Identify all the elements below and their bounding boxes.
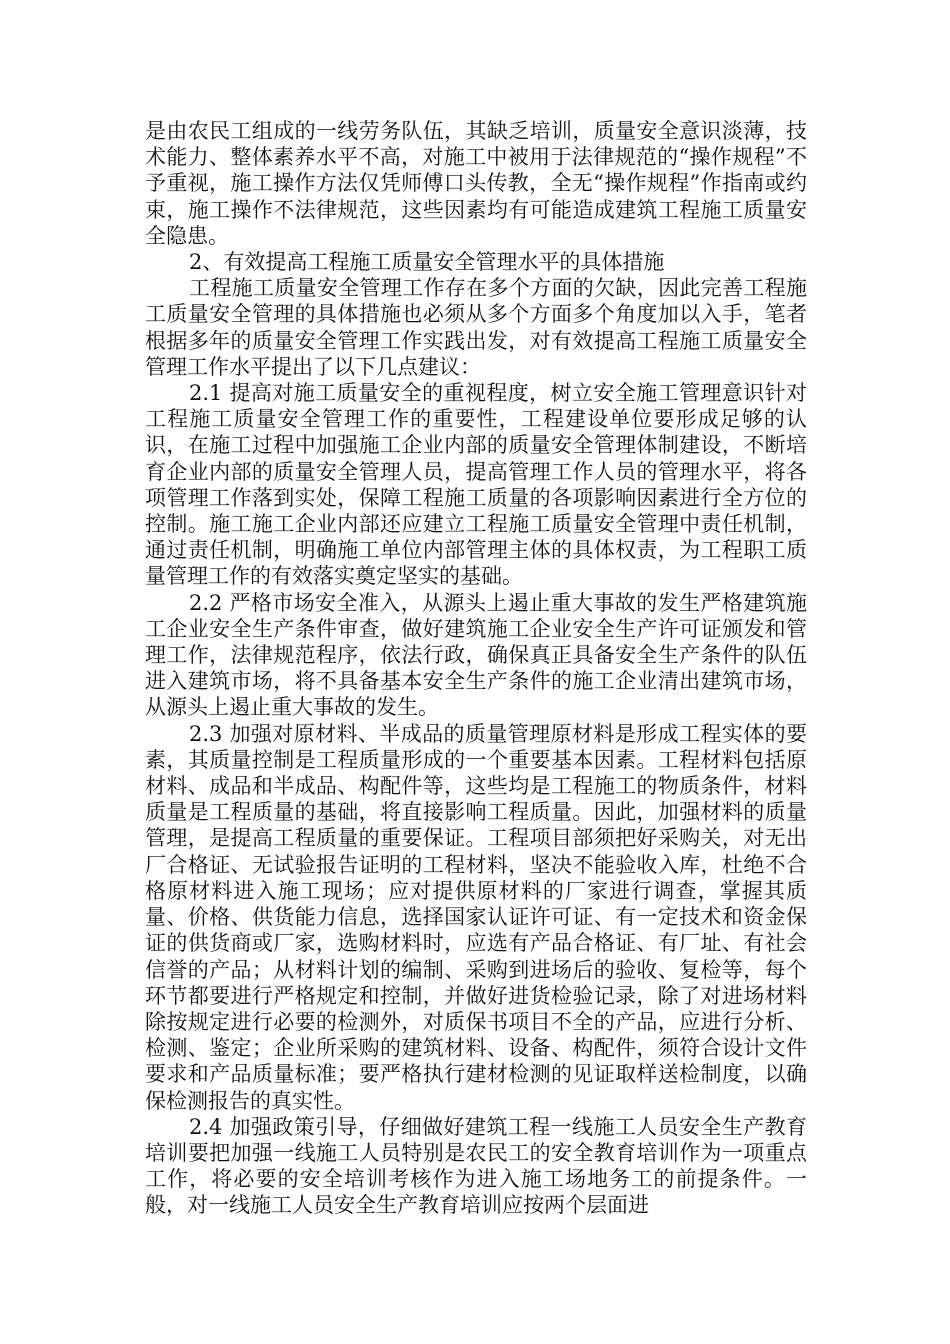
paragraph-intro: 工程施工质量安全管理工作存在多个方面的欠缺，因此完善工程施工质量安全管理的具体措施也必须从多个方面多个角度加以入手，笔者根据多年的质量安全管理工作实践出发，对有效提高工程施工质量安全管理工作水平提出了以下几点建议： bbox=[145, 276, 807, 379]
section-heading-2: 2、有效提高工程施工质量安全管理水平的具体措施 bbox=[189, 250, 665, 275]
subsection-2-1: 2.1 提高对施工质量安全的重视程度，树立安全施工管理意识针对工程施工质量安全管理工作的重要性，工程建设单位要形成足够的认识，在施工过程中加强施工企业内部的质量安全管理体制建设，不断培育企业内部的质量安全管理人员，提高管理工作人员的管理水平，将各项管理工作落到实处，保障工程施工质量的各项影响因素进行全方位的控制。施工施工企业内部还应建立工程施工质量安全管理中责任机制，通过责任机制，明确施工单位内部管理主体的具体权责，为工程职工质量管理工作的有效落实奠定坚实的基础。 bbox=[145, 381, 807, 589]
subsection-2-3: 2.3 加强对原材料、半成品的质量管理原材料是形成工程实体的要素，其质量控制是工程质量形成的一个重要基本因素。工程材料包括原材料、成品和半成品、构配件等，这些均是工程施工的物质条件，材料质量是工程质量的基础，将直接影响工程质量。因此，加强材料的质量管理，是提高工程质量的重要保证。工程项目部须把好采购关，对无出厂合格证、无试验报告证明的工程材料，坚决不能验收入库，杜绝不合格原材料进入施工现场；应对提供原材料的厂家进行调查，掌握其质量、价格、供货能力信息，选择国家认证许可证、有一定技术和资金保证的供货商或厂家，选购材料时，应选有产品合格证、有厂址、有社会信誉的产品；从材料计划的编制、采购到进场后的验收、复检等，每个环节都要进行严格规定和控制，并做好进货检验记录，除了对进场材料除按规定进行必要的检测外，对质保书项目不全的产品，应进行分析、检测、鉴定；企业所采购的建筑材料、设备、构配件，须符合设计文件要求和产品质量标准；要严格执行建材检测的见证取样送检制度，以确保检测报告的真实性。 bbox=[145, 721, 807, 1113]
paragraph-continuation: 是由农民工组成的一线劳务队伍，其缺乏培训，质量安全意识淡薄，技术能力、整体素养水平不高，对施工中被用于法律规范的“操作规程”不予重视，施工操作方法仅凭师傅口头传教，全无“操作规程”作指南或约束，施工操作不法律规范，这些因素均有可能造成建筑工程施工质量安全隐患。 bbox=[145, 119, 807, 248]
document-page bbox=[145, 118, 807, 1219]
subsection-2-4: 2.4 加强政策引导，仔细做好建筑工程一线施工人员安全生产教育培训要把加强一线施工人员特别是农民工的安全教育培训作为一项重点工作，将必要的安全培训考核作为进入施工场地务工的前提条件。一般，对一线施工人员安全生产教育培训应按两个层面进 bbox=[145, 1114, 807, 1218]
subsection-2-2: 2.2 严格市场安全准入，从源头上遏止重大事故的发生严格建筑施工企业安全生产条件审查，做好建筑施工企业安全生产许可证颁发和管理工作，法律规范程序，依法行政，确保真正具备安全生产条件的队伍进入建筑市场，将不具备基本安全生产条件的施工企业清出建筑市场，从源头上遏止重大事故的发生。 bbox=[145, 590, 807, 720]
